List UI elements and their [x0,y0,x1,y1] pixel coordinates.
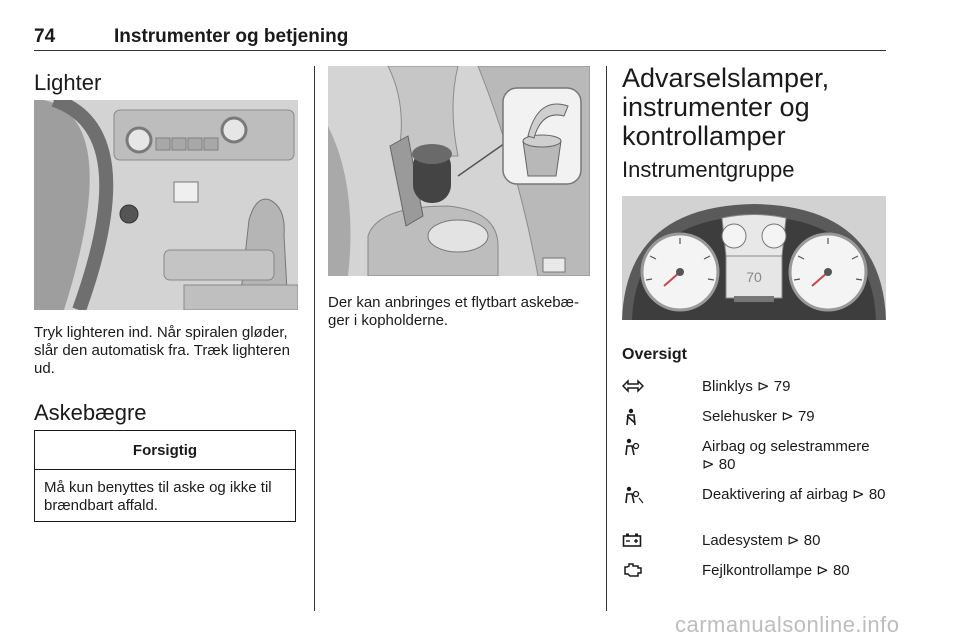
turn-signal-icon [622,378,644,398]
heading-instrument-cluster: Instrumentgruppe [622,157,795,182]
header-rule [34,50,886,51]
running-title: Instrumenter og betjening [114,26,349,47]
seat-belt-icon [622,408,644,428]
lamp-row-seat-belt [622,408,886,428]
column-divider-right [606,66,607,611]
lamp-row-engine-check [622,562,886,582]
lamp-text: Deaktivering af airbag ⊳ 80 [702,486,886,503]
engine-check-icon [622,562,644,582]
heading-ashtrays: Askebægre [34,400,147,425]
lamp-text: Ladesystem ⊳ 80 [702,532,821,549]
airbag-icon [622,438,644,458]
ashtray-caption: Der kan anbringes et flytbart askebæ-ger i kopholderne. [328,294,579,329]
heading-overview: Oversigt [622,346,687,363]
caution-box [34,430,296,522]
lamp-row-turn-signal [622,378,886,398]
lamp-text: Airbag og selestrammere ⊳ 80 [702,438,870,473]
lamp-row-battery [622,532,886,552]
ashtray-illustration [328,66,590,276]
lighter-instructions: Tryk lighteren ind. Når spiralen gløder, slår den automatisk fra. Træk lighteren ud. [34,324,290,377]
battery-icon [622,532,644,552]
page-number: 74 [34,26,56,47]
lamp-row-airbag-off [622,486,886,526]
heading-lighter: Lighter [34,70,102,95]
instrument-cluster-illustration [622,196,886,320]
lamp-text: Selehusker ⊳ 79 [702,408,815,425]
caution-text: Må kun benyttes til aske og ikke til brændbart affald. [44,479,272,514]
lamp-text: Blinklys ⊳ 79 [702,378,791,395]
airbag-off-icon [622,486,644,506]
lamp-text: Fejlkontrollampe ⊳ 80 [702,562,850,579]
column-divider-left [314,66,315,611]
caution-title: Forsigtig [35,431,295,470]
lamp-row-airbag [622,438,886,478]
cluster-speed-readout: 70 [746,269,762,285]
heading-warning-lamps: Advarselslamper, instrumenter og kontrollamper [622,63,830,151]
watermark: carmanualsonline.info [675,612,900,637]
lighter-illustration [34,100,298,310]
